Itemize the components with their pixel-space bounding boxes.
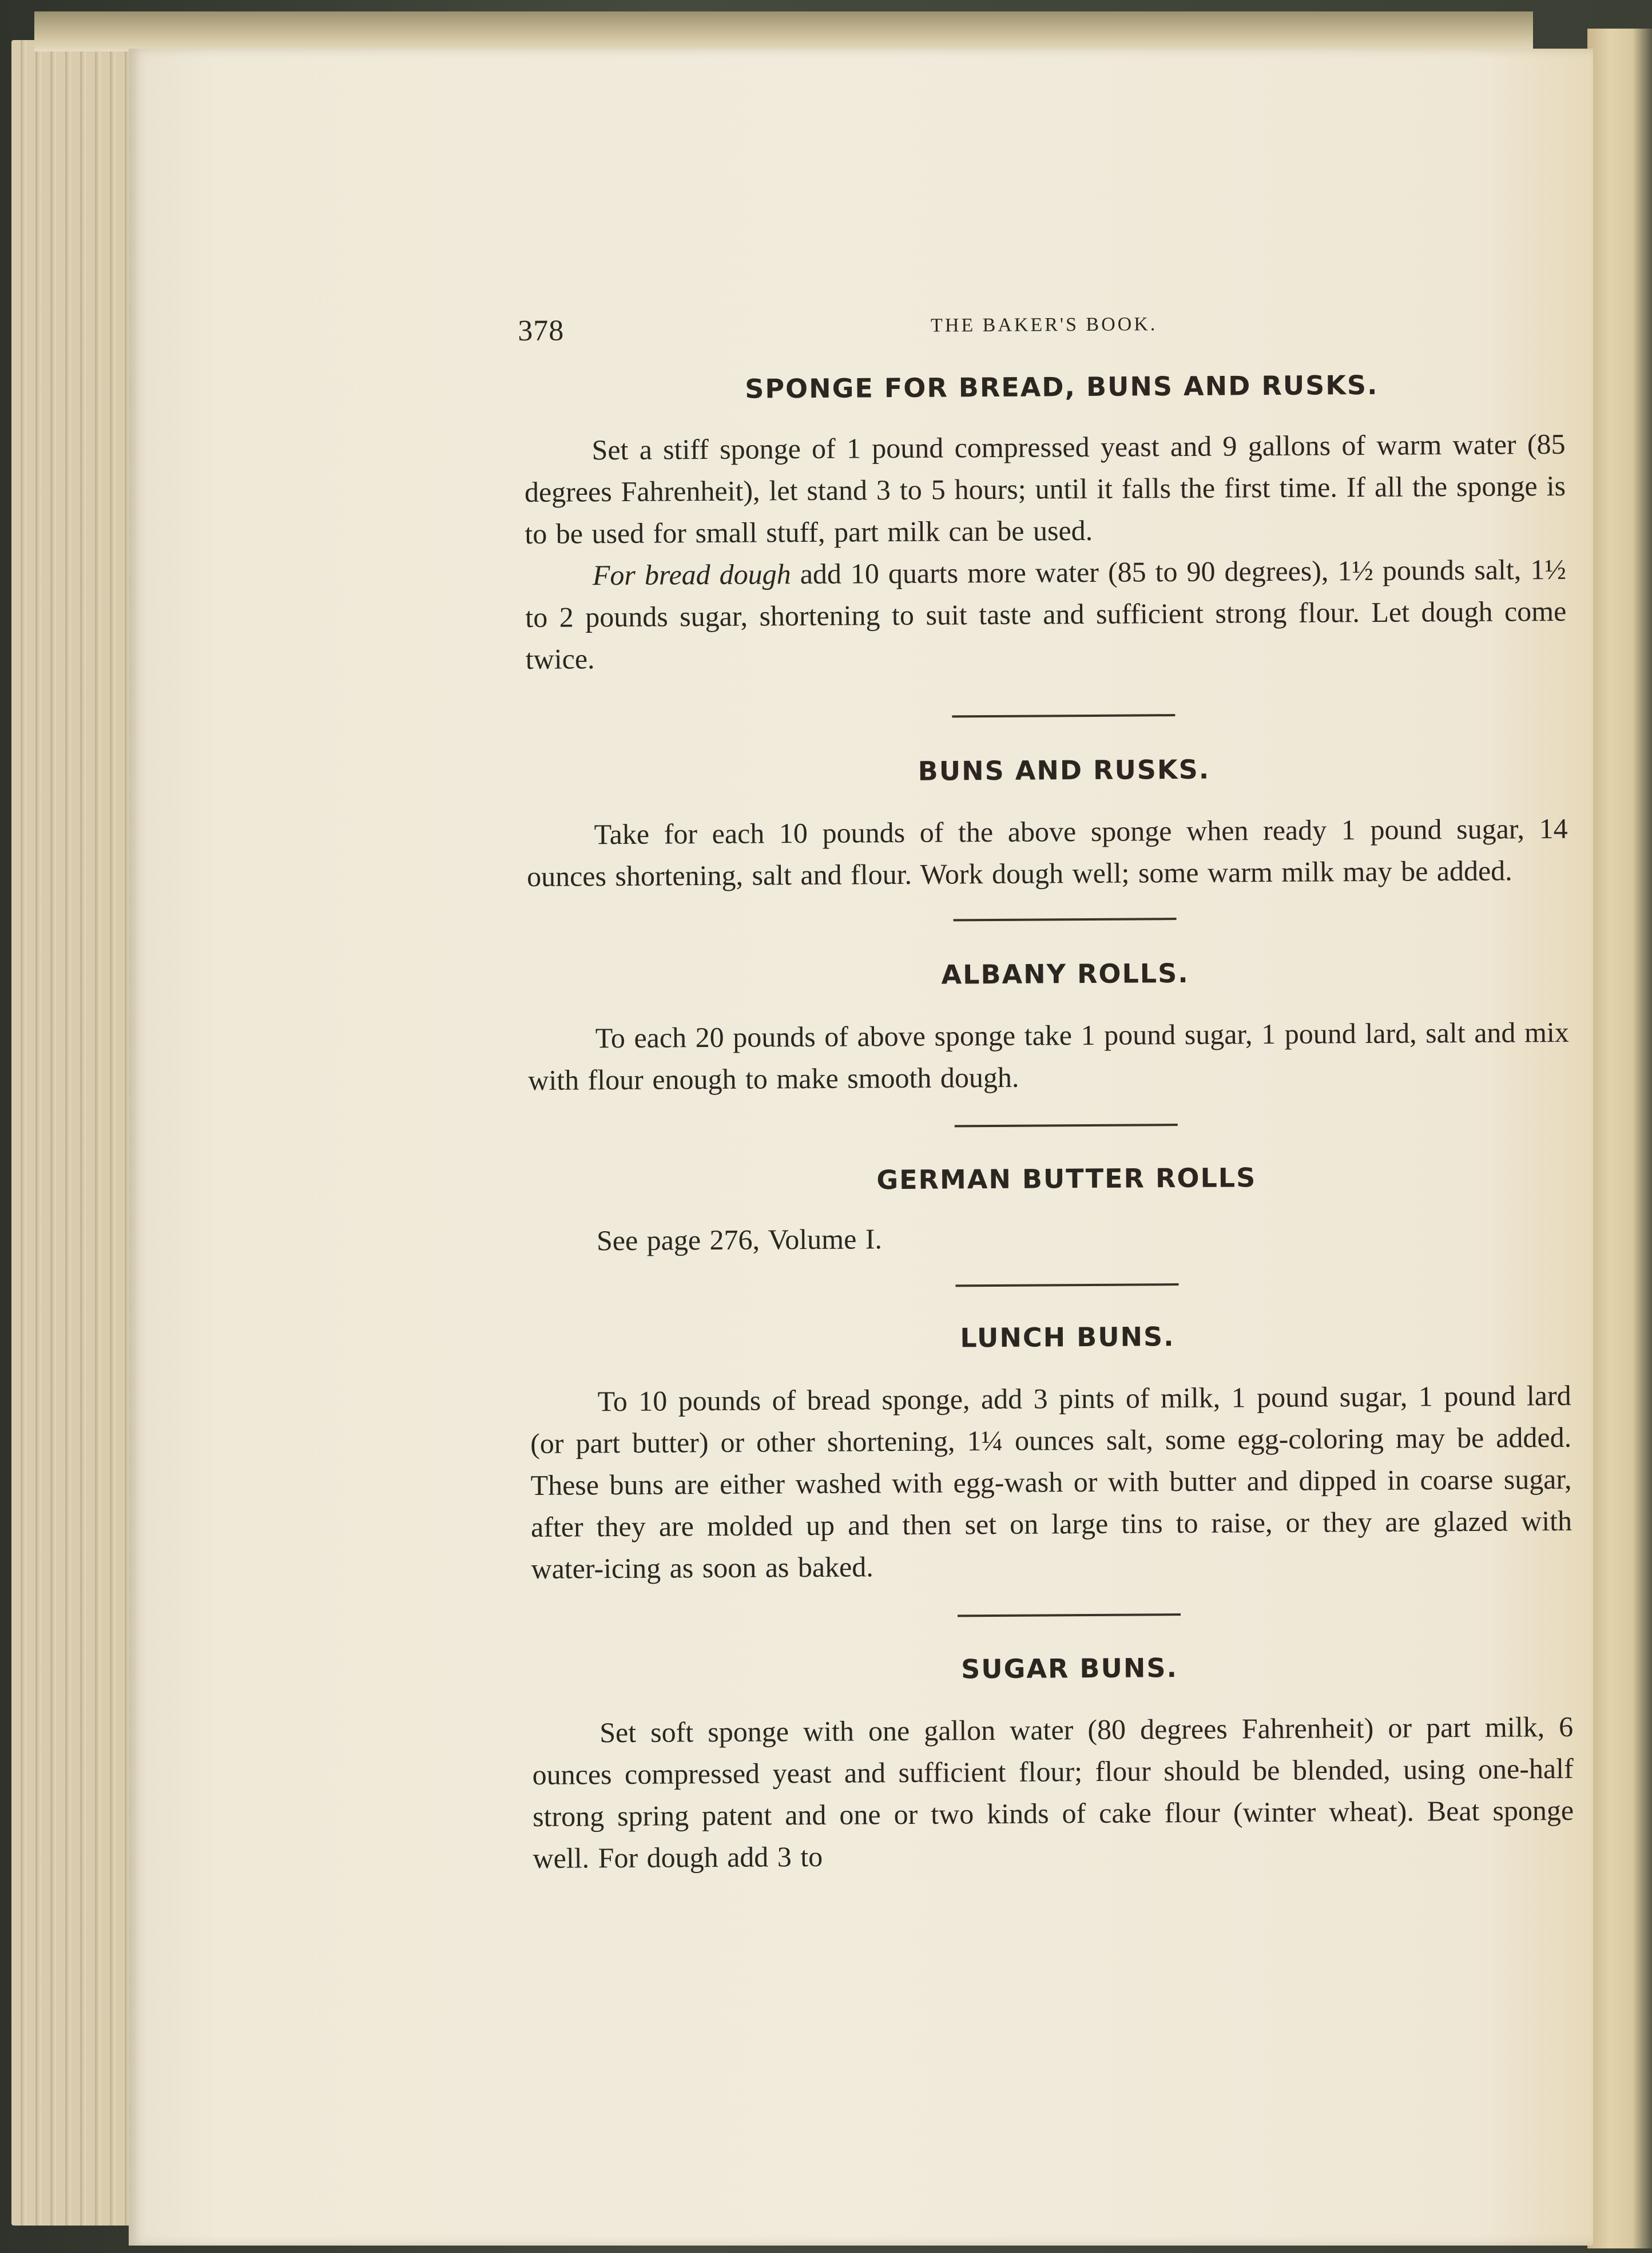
paragraph-bread-dough — [525, 549, 1567, 680]
book-page — [129, 49, 1593, 2246]
italic-lead: For bread dough — [592, 558, 791, 592]
running-head — [518, 300, 1565, 369]
paragraph-sugar-buns: Set soft sponge with one gallon water (80 degrees Fahrenheit) or part milk, 6 ounces compressed yeast and sufficient flour; flour should be blended, using one-half strong spring patent and one or two kinds of cake flour (winter wheat). Beat sponge well. For dough add 3 to — [532, 1710, 1574, 1874]
section-heading-german-butter-rolls: GERMAN BUTTER ROLLS — [876, 1162, 1257, 1196]
paragraph-lunch-buns: To 10 pounds of bread sponge, add 3 pints of milk, 1 pound sugar, 1 pound lard (or part butter) or other shortening, 1¼ ounces salt, some egg-coloring may be added. These buns are either washed with egg-wash or with butter and dipped in coarse sugar, after they are molded up and then set on large tins to raise, or they are glazed with water-icing as soon as baked. — [530, 1379, 1572, 1585]
section-heading-buns-rusks: BUNS AND RUSKS. — [918, 753, 1210, 787]
book-title: THE BAKER'S BOOK. — [930, 314, 1158, 336]
section-heading-sugar-buns: SUGAR BUNS. — [960, 1652, 1178, 1685]
section-divider — [955, 1124, 1178, 1127]
paragraph-buns-rusks: Take for each 10 pounds of the above sponge when ready 1 pound sugar, 14 ounces shortening, salt and flour. Work dough well; some warm milk may be added. — [526, 812, 1568, 893]
section-divider — [952, 714, 1175, 717]
facing-page-edge — [1587, 29, 1652, 2248]
section-heading-sponge: SPONGE FOR BREAD, BUNS AND RUSKS. — [745, 369, 1379, 404]
section-heading-albany-rolls: ALBANY ROLLS. — [941, 957, 1189, 990]
paragraph-german-butter-rolls: See page 276, Volume I. — [596, 1223, 883, 1257]
page-text-block — [518, 300, 1574, 1879]
page-edges-left — [11, 40, 149, 2226]
section-divider — [954, 918, 1177, 921]
paragraph-bread-dough-rest: add 10 quarts more water (85 to 90 degrees), 1½ pounds salt, 1½ to 2 pounds sugar, shortening to suit taste and sufficient strong flour. Let dough come twice. — [525, 553, 1567, 675]
page-number: 378 — [518, 314, 565, 348]
section-divider — [958, 1613, 1181, 1617]
page-edges-top — [34, 11, 1533, 51]
paragraph-albany-rolls: To each 20 pounds of above sponge take 1 pound sugar, 1 pound lard, salt and mix with flour enough to make smooth dough. — [528, 1016, 1569, 1096]
section-heading-lunch-buns: LUNCH BUNS. — [960, 1321, 1175, 1354]
section-divider — [955, 1283, 1178, 1287]
paragraph-sponge: Set a stiff sponge of 1 pound compressed yeast and 9 gallons of warm water (85 degrees Fahrenheit), let stand 3 to 5 hours; until it falls the first time. If all the sponge is to be used for small stuff, part milk can be used. — [524, 427, 1566, 550]
